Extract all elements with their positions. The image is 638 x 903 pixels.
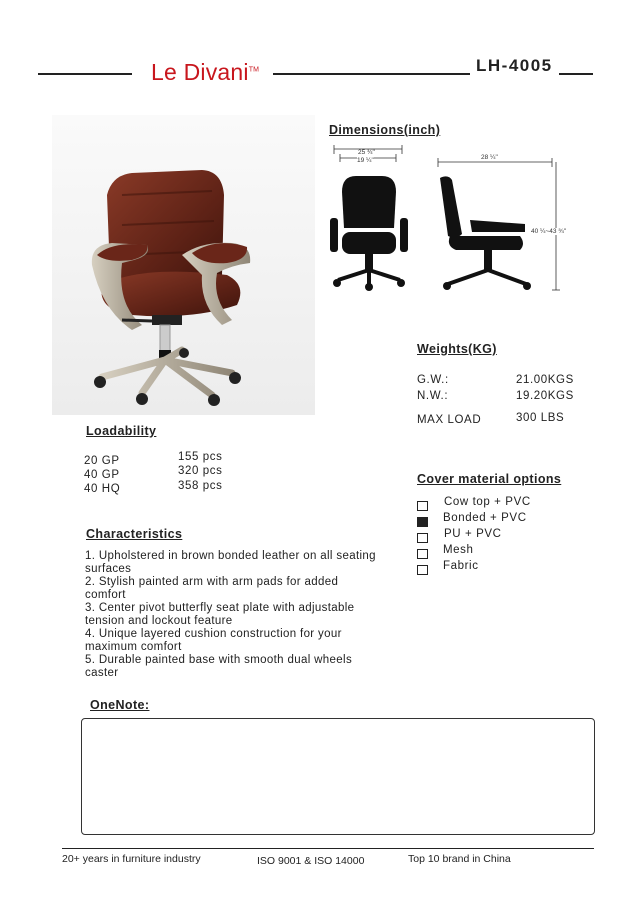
loadability-40hq-label: 40 HQ [84,483,121,495]
loadability-40gp-value: 320 pcs [178,465,223,477]
note-box[interactable] [81,718,595,835]
cover-option-checkbox[interactable] [417,501,428,511]
loadability-20gp-label: 20 GP [84,455,120,467]
cover-option-checkbox[interactable] [417,517,428,527]
characteristics-heading: Characteristics [86,527,183,541]
footer-rule [62,848,594,849]
weights-heading: Weights(KG) [417,342,497,356]
cover-option-label: PU + PVC [444,528,502,540]
model-number: LH-4005 [470,56,559,76]
loadability-40hq-value: 358 pcs [178,480,223,492]
side-depth: 28 ¼" [478,154,501,161]
chair-photo-illustration [52,115,315,415]
gross-weight-value: 21.00KGS [516,374,574,386]
characteristic-item: 3. Center pivot butterfly seat plate with adjustable tension and lockout feature [85,602,355,627]
chair-dimension-diagram [320,140,590,300]
product-photo [52,115,315,415]
footer-certification: ISO 9001 & ISO 14000 [257,855,365,867]
cover-option-label: Bonded + PVC [443,512,527,524]
net-weight-value: 19.20KGS [516,390,574,402]
header-rule-left [38,73,132,75]
cover-option-checkbox[interactable] [417,549,428,559]
cover-options-heading: Cover material options [417,472,562,486]
cover-option-label: Fabric [443,560,479,572]
max-load-value: 300 LBS [516,412,565,424]
front-outer-width: 25 ¾" [358,149,375,156]
dimensions-drawing [320,140,590,300]
max-load-label: MAX LOAD [417,414,482,426]
loadability-20gp-value: 155 pcs [178,451,223,463]
trademark: TM [248,66,260,74]
cover-option-checkbox[interactable] [417,565,428,575]
net-weight-label: N.W.: [417,390,449,402]
front-inner-width: 19 ¼" [357,157,374,164]
cover-option-label: Mesh [443,544,474,556]
gross-weight-label: G.W.: [417,374,449,386]
cover-option-checkbox[interactable] [417,533,428,543]
footer-experience: 20+ years in furniture industry [62,853,201,865]
footer-ranking: Top 10 brand in China [408,853,511,865]
characteristics-list [85,550,395,680]
note-heading: OneNote: [90,698,150,712]
loadability-heading: Loadability [86,424,157,438]
brand-name: Le Divani [151,59,249,85]
loadability-40gp-label: 40 GP [84,469,120,481]
cover-option-label: Cow top + PVC [444,496,531,508]
characteristic-item: 2. Stylish painted arm with arm pads for added comfort [85,576,339,601]
characteristic-item: 5. Durable painted base with smooth dual wheels caster [85,654,353,679]
characteristic-item: 1. Upholstered in brown bonded leather on all seating surfaces [85,550,376,575]
brand-logo [151,59,259,86]
characteristic-item: 4. Unique layered cushion construction for your maximum comfort [85,628,342,653]
side-height: 40 ¼~43 ¾" [531,228,567,235]
dimensions-heading: Dimensions(inch) [329,123,441,137]
